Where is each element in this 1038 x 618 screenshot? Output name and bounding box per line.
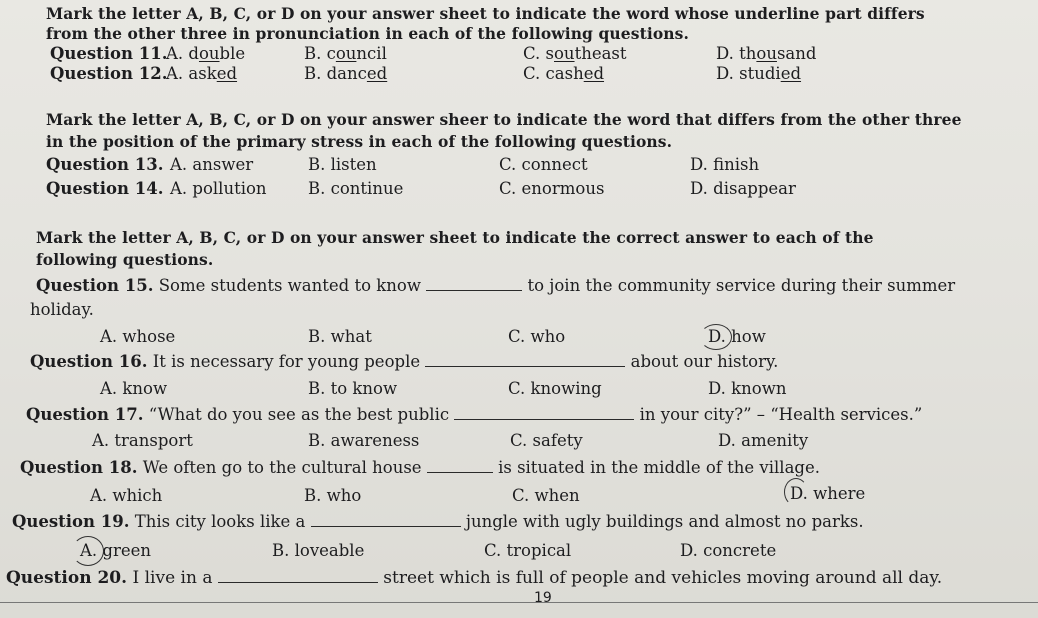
question-17-stem: Question 17. “What do you see as the best public in your city?” – “Health services.” [26,405,923,424]
instruction-grammar-line2: following questions. [36,250,214,269]
q17-option-b: B. awareness [308,431,420,450]
q16-blank [425,352,625,367]
q19-option-d: D. concrete [680,541,777,560]
q14-option-c: C. enormous [499,179,605,198]
q13-option-a: A. answer [170,155,254,174]
q12-option-b: B. danced [304,64,388,83]
q13-option-c: C. connect [499,155,588,174]
instruction-stress-line2: in the position of the primary stress in each of the following questions. [46,132,673,151]
q19-option-b: B. loveable [272,541,365,560]
q17-option-c: C. safety [510,431,583,450]
instruction-stress-line1: Mark the letter A, B, C, or D on your answer sheer to indicate the word that differs from the other three [46,110,962,129]
instruction-pronunciation-line1: Mark the letter A, B, C, or D on your answer sheet to indicate the word whose underline part differs [46,4,925,23]
question-14-label: Question 14. [46,179,164,198]
question-19-stem: Question 19. This city looks like a jungle with ugly buildings and almost no parks. [12,512,864,531]
q11-option-a: A. double [166,44,246,63]
q17-blank [454,405,634,420]
q16-option-a: A. know [100,379,168,398]
q15-option-b: B. what [308,327,372,346]
q15-answer-mark [700,324,732,350]
q18-option-a: A. which [90,486,163,505]
q15-option-c: C. who [508,327,566,346]
question-15-stem: Question 15. Some students wanted to know to join the community service during their summer [36,276,956,295]
question-20-stem: Question 20. I live in a street which is full of people and vehicles moving around all day. [6,568,943,588]
q15-option-d: D. how [708,327,766,346]
q12-option-d: D. studied [716,64,802,83]
q16-option-d: D. known [708,379,787,398]
question-15-stem-cont: holiday. [30,300,94,319]
q18-option-b: B. who [304,486,362,505]
q15-blank [426,276,522,291]
q14-option-a: A. pollution [170,179,267,198]
q11-option-c: C. southeast [523,44,627,63]
question-11-label: Question 11. [50,44,168,63]
q14-option-b: B. continue [308,179,404,198]
instruction-grammar-line1: Mark the letter A, B, C, or D on your answer sheet to indicate the correct answer to each of the [36,228,874,247]
q19-option-a: A. green [80,541,152,560]
q14-option-d: D. disappear [690,179,796,198]
question-18-stem: Question 18. We often go to the cultural house is situated in the middle of the village. [20,458,820,477]
q18-option-d: D. where [790,484,866,503]
q19-blank [311,512,461,527]
q11-option-d: D. thousand [716,44,817,63]
q11-option-b: B. council [304,44,387,63]
instruction-pronunciation-line2: from the other three in pronunciation in each of the following questions. [46,24,689,43]
q17-option-d: D. amenity [718,431,809,450]
q20-blank [218,568,378,583]
question-16-stem: Question 16. It is necessary for young people about our history. [30,352,779,371]
q12-option-c: C. cashed [523,64,605,83]
q12-option-a: A. asked [166,64,238,83]
q13-option-d: D. finish [690,155,760,174]
q13-option-b: B. listen [308,155,377,174]
q16-option-b: B. to know [308,379,398,398]
q19-option-c: C. tropical [484,541,572,560]
q18-option-c: C. when [512,486,580,505]
q18-answer-mark [784,478,808,506]
q16-option-c: C. knowing [508,379,602,398]
page-number: 19 [534,590,552,606]
footer-rule [0,602,1038,603]
q17-option-a: A. transport [92,431,193,450]
q18-blank [427,458,493,473]
question-13-label: Question 13. [46,155,164,174]
q19-answer-mark [72,536,104,566]
question-12-label: Question 12. [50,64,168,83]
q15-option-a: A. whose [100,327,176,346]
